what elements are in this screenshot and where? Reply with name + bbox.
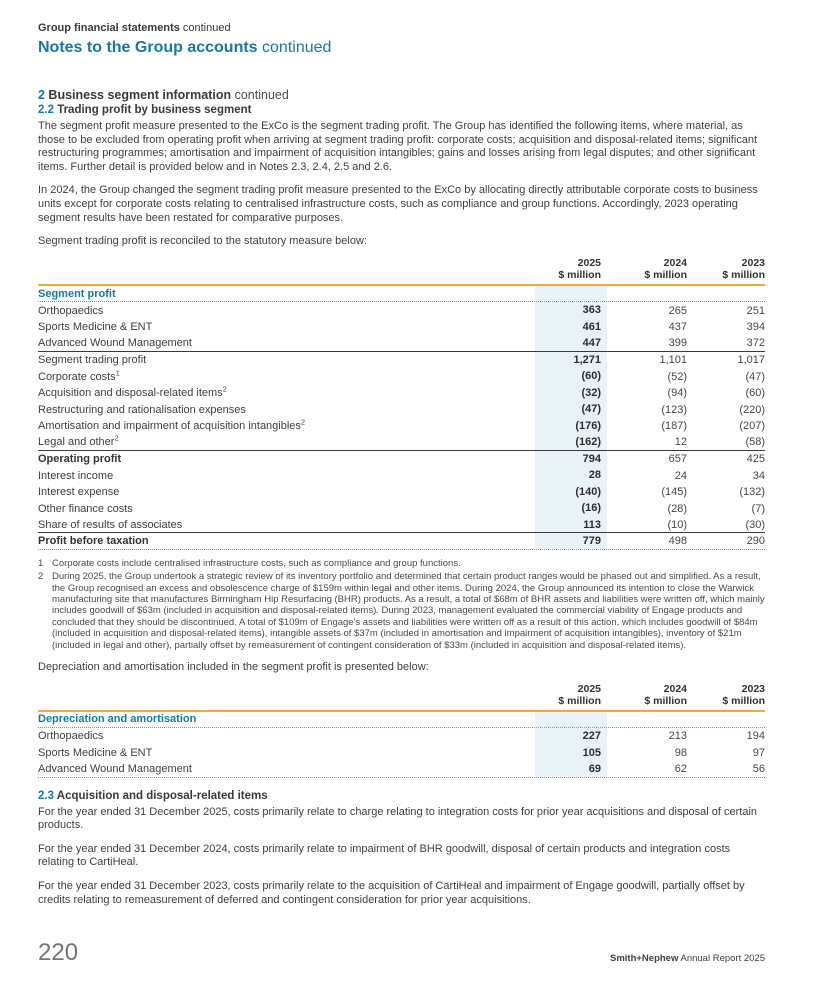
column-header-2024: 2024 $ million [644, 256, 687, 281]
row-label: Orthopaedics [38, 730, 104, 743]
table-row [38, 761, 765, 778]
cell-2025: (176) [535, 418, 607, 435]
row-label: Other finance costs [38, 502, 133, 515]
subsection-number: 2.3 [38, 789, 54, 802]
paragraph: Depreciation and amortisation included in the segment profit is presented below: [38, 661, 429, 673]
footnote-text: Corporate costs include centralised infrastructure costs, such as compliance and group functions. [52, 557, 461, 569]
footnote [38, 571, 765, 651]
footnote-number: 1 [38, 557, 44, 569]
cell-2023: 97 [752, 746, 765, 759]
document-eyebrow [38, 22, 765, 34]
cell-2023: 372 [746, 337, 765, 349]
column-header-2025: 2025 $ million [558, 256, 601, 281]
row-label: Segment profit [38, 287, 116, 300]
column-header-2025: 2025 $ million [558, 682, 601, 707]
cell-2023: 425 [746, 453, 765, 465]
cell-2025: (60) [535, 368, 607, 385]
cell-2025: (162) [535, 434, 607, 450]
footnote-reference: 2 [114, 433, 119, 443]
cell-2025: (140) [535, 484, 607, 501]
report-name: Annual Report 2025 [678, 953, 765, 964]
brand-name: Smith+Nephew [610, 953, 679, 964]
title-continued-text: continued [257, 39, 332, 56]
footnote-reference: 1 [115, 367, 120, 377]
paragraph: For the year ended 31 December 2023, costs primarily relate to the acquisition of CartiHeal and impairment of Engage goodwill, partially offset by credits relating to remeasurement of deferred and contingent consideration for prior year acquisitions. [38, 879, 745, 906]
table-body [38, 286, 765, 550]
cell-2023: (58) [745, 436, 765, 448]
page-footer [38, 939, 765, 967]
row-label: Depreciation and amortisation [38, 713, 197, 726]
section-continued-text: continued [231, 88, 289, 102]
footnote-reference: 2 [222, 384, 227, 394]
cell-2025 [535, 712, 607, 728]
row-label: Legal and other$^2$ [38, 433, 119, 448]
row-label: Interest expense [38, 486, 120, 498]
cell-2025: 113 [535, 517, 607, 533]
table-header [38, 683, 765, 712]
cell-2023: (60) [745, 387, 765, 399]
row-label: Sports Medicine & ENT [38, 746, 153, 759]
subsection-title: Trading profit by business segment [54, 104, 252, 116]
cell-2023: 34 [752, 469, 765, 482]
table-row [38, 385, 765, 402]
column-header-2023: 2023 $ million [722, 256, 765, 281]
cell-2024: (10) [667, 518, 687, 531]
cell-2023: 1,017 [737, 354, 765, 366]
cell-2025: 227 [535, 728, 607, 745]
cell-2023: 290 [746, 535, 765, 547]
paragraph: In 2024, the Group changed the segment trading profit measure presented to the ExCo by allocating directly attributable corporate costs to business units except for corporate costs relating to centralised infrastructure costs, such as compliance and group functions. Accordingly, 2023 operating segment results have been restated for comparative purposes. [38, 184, 758, 224]
footnotes [38, 558, 765, 651]
table-row [38, 368, 765, 385]
table-row [38, 401, 765, 418]
cell-2024: 213 [668, 730, 687, 743]
cell-2024: 265 [668, 304, 687, 317]
cell-2025: 363 [535, 302, 607, 319]
row-label: Segment trading profit [38, 354, 147, 366]
table-row [38, 302, 765, 319]
cell-2024: (145) [661, 486, 687, 498]
cell-2024: 24 [674, 469, 687, 482]
column-header-2023: 2023 $ million [722, 682, 765, 707]
cell-2023: 194 [746, 730, 765, 743]
cell-2023: (30) [745, 518, 765, 531]
section-2-heading [38, 88, 765, 102]
cell-2023: (132) [739, 486, 765, 498]
cell-2024: 657 [668, 453, 687, 465]
table-row [38, 517, 765, 534]
paragraph: For the year ended 31 December 2024, costs primarily relate to impairment of BHR goodwill, disposal of certain products and integration costs relating to CartiHeal. [38, 842, 731, 869]
table-row [38, 418, 765, 435]
cell-2024: 62 [674, 762, 687, 775]
table-row [38, 484, 765, 501]
cell-2025: 794 [535, 451, 607, 468]
cell-2024: 1,101 [659, 354, 687, 366]
table-row [38, 500, 765, 517]
table-row [38, 451, 765, 468]
cell-2023: 56 [752, 762, 765, 775]
depreciation-table [38, 683, 765, 778]
table-row [38, 745, 765, 762]
footnote-number: 2 [38, 571, 44, 583]
cell-2025: 779 [535, 533, 607, 549]
table-row [38, 712, 765, 729]
cell-2025: 447 [535, 335, 607, 351]
table-row [38, 286, 765, 303]
cell-2023: (207) [739, 420, 765, 432]
cell-2025: 461 [535, 319, 607, 336]
cell-2023: (7) [751, 502, 765, 515]
cell-2024: 399 [668, 337, 687, 349]
table-body [38, 712, 765, 778]
paragraph: Segment trading profit is reconciled to the statutory measure below: [38, 235, 367, 248]
cell-2025: (32) [535, 385, 607, 402]
cell-2024: (123) [661, 403, 687, 416]
cell-2025: (16) [535, 500, 607, 517]
cell-2024: 12 [674, 436, 687, 448]
subsection-number: 2.2 [38, 104, 54, 116]
cell-2025 [535, 286, 607, 302]
column-header-2024: 2024 $ million [644, 682, 687, 707]
row-label: Share of results of associates [38, 518, 183, 531]
title-bold-text: Notes to the Group accounts [38, 39, 258, 56]
row-label: Orthopaedics [38, 304, 104, 317]
cell-2024: (94) [667, 387, 687, 399]
section-number: 2 [38, 88, 45, 102]
eyebrow-continued-text: continued [179, 22, 231, 34]
segment-profit-table [38, 257, 765, 550]
row-label: Acquisition and disposal-related items$^2$ [38, 384, 227, 399]
cell-2024: (52) [667, 370, 687, 383]
footnote-text: During 2025, the Group undertook a strategic review of its inventory portfolio and determined that certain product ranges would be phased out and simplified. As a result, the Group recognised an excess and obsolescence charge of $159m within legal and other items. During 2024, the Group announced its intention to close the Warwick manufacturing site that manufactures Birmingham Hip Resurfacing (BHR) products. As a result, a total of $68m of BHR assets and liabilities were written off, which mainly includes goodwill of $63m (included in acquisition and disposal-related items). During 2023, management evaluated the commercial viability of Engage products and concluded that they should be discontinued. A total of $109m of Engage's assets and liabilities were written off as a result of this action, which includes goodwill of $84m (included in acquisition and disposal-related items), intangible assets of $37m (included in amortisation and impairment of acquisition intangibles), inventory of $21m (included in legal and other), partially offset by remeasurement of contingent consideration of $33m (included in acquisition and disposal-related items). [52, 571, 765, 651]
row-label: Profit before taxation [38, 535, 149, 547]
cell-2025: (47) [535, 401, 607, 418]
cell-2025: 105 [535, 745, 607, 762]
table-row [38, 728, 765, 745]
cell-2025: 69 [535, 761, 607, 777]
cell-2024: 498 [668, 535, 687, 547]
table-row [38, 467, 765, 484]
row-label: Corporate costs$^1$ [38, 367, 120, 383]
page-number: 220 [38, 939, 79, 966]
table-row [38, 335, 765, 352]
subsection-title: Acquisition and disposal-related items [54, 789, 268, 802]
paragraph: For the year ended 31 December 2025, costs primarily relate to charge relating to integration costs for prior year acquisitions and disposal of certain products. [38, 805, 758, 832]
eyebrow-bold-text: Group financial statements [38, 22, 180, 34]
cell-2023: (220) [739, 403, 765, 416]
cell-2025: 1,271 [535, 352, 607, 369]
row-label: Advanced Wound Management [38, 762, 192, 775]
paragraph: The segment profit measure presented to the ExCo is the segment trading profit. The Group has identified the following items, where material, as those to be excluded from operating profit when arriving at segment trading profit: corporate costs; acquisition and disposal-related items; significant restructuring programmes; amortisation and impairment of acquisition intangibles; gains and losses arising from legal disputes; and other significant items. Further detail is provided below and in Notes 2.3, 2.4, 2.5 and 2.6. [38, 120, 758, 173]
row-label: Sports Medicine & ENT [38, 321, 153, 333]
footnote [38, 558, 765, 569]
section-title: Business segment information [44, 88, 232, 102]
row-label: Amortisation and impairment of acquisition intangibles$^2$ [38, 417, 306, 432]
cell-2023: 251 [746, 304, 765, 317]
footer-brand-line [610, 953, 765, 967]
row-label: Interest income [38, 469, 114, 482]
cell-2023: (47) [745, 370, 765, 383]
table-header [38, 257, 765, 286]
footnote-reference: 2 [300, 417, 306, 427]
section-2-3-heading [38, 790, 765, 802]
row-label: Advanced Wound Management [38, 337, 192, 349]
row-label: Restructuring and rationalisation expenses [38, 403, 246, 416]
table-row [38, 434, 765, 451]
section-2-2-heading [38, 104, 765, 116]
document-title [38, 39, 765, 57]
cell-2024: 98 [674, 746, 687, 759]
table-row [38, 533, 765, 550]
cell-2024: (187) [661, 420, 687, 432]
table-row [38, 352, 765, 369]
cell-2024: (28) [667, 502, 687, 515]
table-row [38, 319, 765, 336]
cell-2025: 28 [535, 467, 607, 484]
row-label: Operating profit [38, 453, 122, 465]
cell-2023: 394 [746, 321, 765, 333]
cell-2024: 437 [668, 321, 687, 333]
